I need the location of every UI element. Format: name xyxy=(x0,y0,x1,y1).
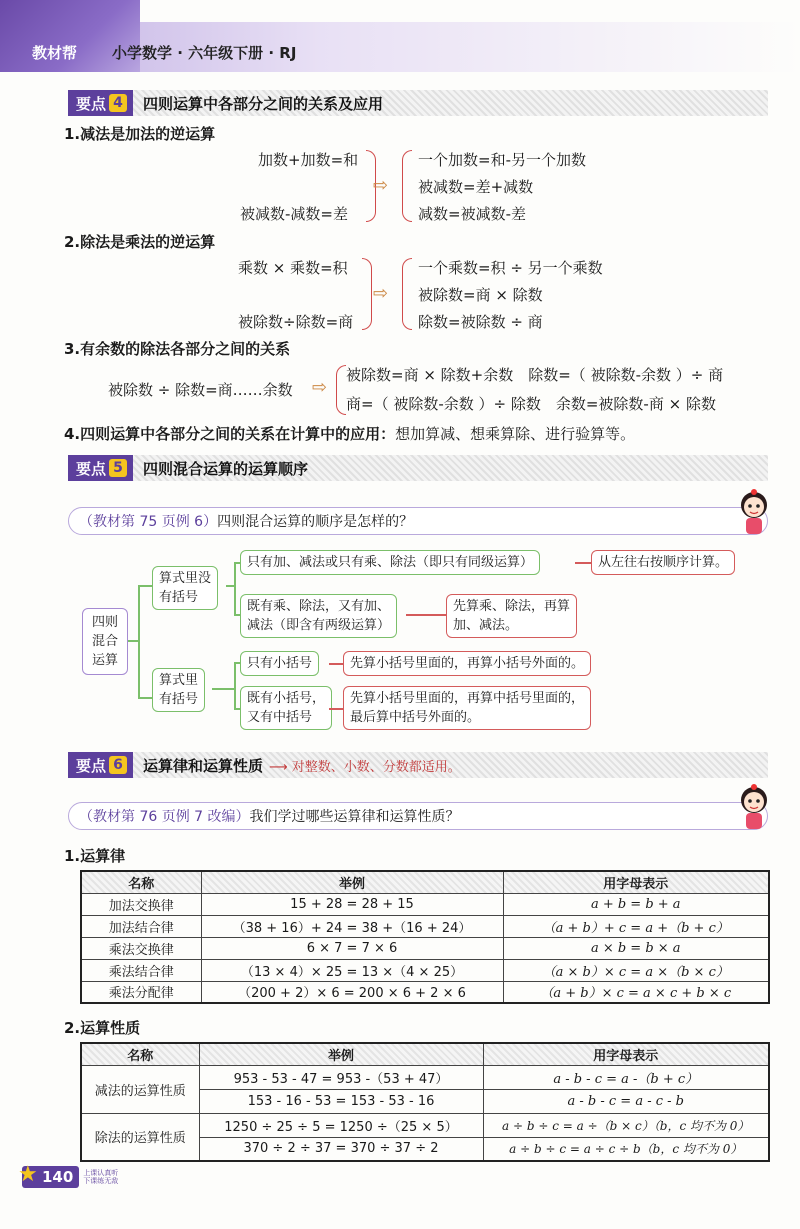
root-node xyxy=(82,608,128,675)
connector xyxy=(234,662,236,708)
table-header-row xyxy=(81,1043,769,1065)
table-header: 用字母表示 xyxy=(503,871,769,893)
node-same-level: 只有加、减法或只有乘、除法（即只有同级运算） xyxy=(240,550,540,575)
connector xyxy=(234,562,236,614)
result-line: 先算乘、除法，再算 xyxy=(453,599,571,614)
relation-right-1: 一个加数=和-另一个加数 xyxy=(418,151,586,169)
brand-logo: 教材帮 xyxy=(32,44,78,62)
node-line: 减法（即含有两级运算） xyxy=(247,618,391,633)
table-row xyxy=(81,893,769,915)
section-title: 四则运算中各部分之间的关系及应用 xyxy=(143,94,384,113)
result-line: 加、减法。 xyxy=(453,618,519,633)
relation-right-6: 除数=被除数 ÷ 商 xyxy=(418,313,543,331)
question-box xyxy=(68,507,768,535)
relation-left-3: 乘数 × 乘数=积 xyxy=(238,259,348,277)
footer-note xyxy=(83,1169,118,1185)
question-box xyxy=(68,802,768,830)
table-cell: a - b - c = a - c - b xyxy=(483,1089,769,1113)
table-row xyxy=(81,915,769,937)
branch-line: 有括号 xyxy=(159,692,199,707)
branch-line: 算式里 xyxy=(159,673,199,688)
node-line: 既有乘、除法，又有加、 xyxy=(247,599,391,614)
root-line: 混合 xyxy=(91,634,118,649)
relation-left-1: 加数+加数=和 xyxy=(258,151,359,169)
table-row xyxy=(81,1113,769,1137)
connector xyxy=(128,640,138,642)
book-title: 小学数学 · 六年级下册 · RJ xyxy=(112,44,297,62)
tag-number: 4 xyxy=(109,94,127,112)
question-source: （教材第 75 页例 6） xyxy=(79,514,218,530)
connector xyxy=(138,697,152,699)
tag-label: 要点 xyxy=(76,756,107,775)
point-4-text: 想加算减、想乘算除、进行验算等。 xyxy=(395,425,636,443)
table-cell: a × b = b × a xyxy=(503,937,769,959)
page-footer xyxy=(18,1162,119,1188)
connector xyxy=(138,585,152,587)
right-brace xyxy=(336,365,346,415)
table-cell: a ÷ b ÷ c = a ÷（b × c）（b，c 均不为 0） xyxy=(483,1113,769,1137)
result-line: 最后算中括号外面的。 xyxy=(350,710,481,725)
table-cell: 370 ÷ 2 ÷ 37 = 370 ÷ 37 ÷ 2 xyxy=(199,1137,483,1161)
footer-note-line: 下课练无敌 xyxy=(83,1177,119,1185)
result-line: 先算小括号里面的，再算中括号里面的， xyxy=(350,691,585,706)
point-4-heading: 4.四则运算中各部分之间的关系在计算中的应用： xyxy=(64,425,396,443)
root-line: 四则 xyxy=(91,615,118,630)
result-small-brackets: 先算小括号里面的，再算小括号外面的。 xyxy=(343,651,591,676)
remainder-right-1: 被除数=商 × 除数+余数 除数=（ 被除数-余数 ）÷ 商 xyxy=(346,366,724,384)
question-text: 我们学过哪些运算律和运算性质？ xyxy=(249,809,460,825)
table-cell: 加法交换律 xyxy=(81,893,201,915)
relation-right-5: 被除数=商 × 除数 xyxy=(418,286,543,304)
table-cell: （38 + 16）+ 24 = 38 +（16 + 24） xyxy=(201,915,503,937)
node-line: 既有小括号， xyxy=(247,691,326,706)
properties-table xyxy=(80,1042,770,1162)
table-cell: 减法的运算性质 xyxy=(81,1065,199,1113)
table-cell: a + b = b + a xyxy=(503,893,769,915)
relation-left-2: 被减数-减数=差 xyxy=(240,205,348,223)
table-header: 举例 xyxy=(199,1043,483,1065)
table-row xyxy=(81,937,769,959)
tag-number: 6 xyxy=(109,756,127,774)
table-cell: a - b - c = a -（b + c） xyxy=(483,1065,769,1089)
tag-number: 5 xyxy=(109,459,127,477)
footer-note-line: 上课认真听 xyxy=(83,1169,119,1177)
tag-label: 要点 xyxy=(76,94,107,113)
relation-right-3: 减数=被减数-差 xyxy=(418,205,526,223)
table-cell: 除法的运算性质 xyxy=(81,1113,199,1161)
section-tag xyxy=(68,752,133,778)
result-left-to-right: 从左往右按顺序计算。 xyxy=(591,550,735,575)
result-middle-brackets xyxy=(343,686,591,730)
table-header: 举例 xyxy=(201,871,503,893)
branch-no-brackets xyxy=(152,566,218,610)
connector xyxy=(329,663,343,665)
arrow-icon: ⇨ xyxy=(373,175,389,196)
table-header-row xyxy=(81,871,769,893)
laws-table xyxy=(80,870,770,1004)
node-two-levels xyxy=(240,594,397,638)
relation-right-4: 一个乘数=积 ÷ 另一个乘数 xyxy=(418,259,603,277)
relation-right-2: 被减数=差+减数 xyxy=(418,178,534,196)
table-cell: （a + b）+ c = a +（b + c） xyxy=(503,915,769,937)
table-cell: （200 + 2）× 6 = 200 × 6 + 2 × 6 xyxy=(201,981,503,1003)
laws-heading: 1.运算律 xyxy=(64,847,126,865)
table-header: 用字母表示 xyxy=(483,1043,769,1065)
table-row xyxy=(81,959,769,981)
page-number: 140 xyxy=(22,1166,79,1188)
section-6-heading xyxy=(68,752,768,778)
table-cell: 乘法交换律 xyxy=(81,937,201,959)
tag-label: 要点 xyxy=(76,459,107,478)
point-4-line xyxy=(64,423,635,444)
right-brace xyxy=(402,258,412,330)
connector xyxy=(138,585,140,697)
section-title: 四则混合运算的运算顺序 xyxy=(143,459,309,478)
table-cell: （a × b）× c = a ×（b × c） xyxy=(503,959,769,981)
page-header xyxy=(0,0,800,72)
branch-with-brackets xyxy=(152,668,205,712)
left-brace xyxy=(362,258,372,330)
section-5-heading xyxy=(68,455,768,481)
connector xyxy=(329,708,343,710)
connector xyxy=(406,614,446,616)
table-cell: 1250 ÷ 25 ÷ 5 = 1250 ÷（25 × 5） xyxy=(199,1113,483,1137)
point-2-heading: 2.除法是乘法的逆运算 xyxy=(64,233,216,251)
girl-mascot-icon xyxy=(734,487,774,537)
connector xyxy=(575,562,591,564)
connector xyxy=(226,585,234,587)
arrow-icon: ⇨ xyxy=(373,283,389,304)
node-line: 又有中括号 xyxy=(247,710,313,725)
section-title: 运算律和运算性质 xyxy=(143,756,264,775)
table-cell: 15 + 28 = 28 + 15 xyxy=(201,893,503,915)
right-brace xyxy=(402,150,412,222)
question-source: （教材第 76 页例 7 改编） xyxy=(79,809,250,825)
girl-mascot-icon xyxy=(734,782,774,832)
table-cell: 153 - 16 - 53 = 153 - 53 - 16 xyxy=(199,1089,483,1113)
table-cell: （13 × 4）× 25 = 13 ×（4 × 25） xyxy=(201,959,503,981)
arrow-icon: ⇨ xyxy=(312,377,328,398)
section-note: ⟶ 对整数、小数、分数都适用。 xyxy=(269,759,461,775)
table-cell: 6 × 7 = 7 × 6 xyxy=(201,937,503,959)
node-middle-brackets xyxy=(240,686,332,730)
table-header: 名称 xyxy=(81,1043,199,1065)
question-text: 四则混合运算的顺序是怎样的？ xyxy=(217,514,414,530)
section-tag xyxy=(68,455,133,481)
point-1-heading: 1.减法是加法的逆运算 xyxy=(64,125,216,143)
result-mul-div-first xyxy=(446,594,577,638)
table-cell: a ÷ b ÷ c = a ÷ c ÷ b（b，c 均不为 0） xyxy=(483,1137,769,1161)
connector xyxy=(212,688,234,690)
point-3-heading: 3.有余数的除法各部分之间的关系 xyxy=(64,340,291,358)
section-4-heading xyxy=(68,90,768,116)
table-cell: 乘法分配律 xyxy=(81,981,201,1003)
remainder-left: 被除数 ÷ 除数=商……余数 xyxy=(108,381,293,399)
branch-line: 算式里没 xyxy=(159,571,212,586)
table-cell: 乘法结合律 xyxy=(81,959,201,981)
table-header: 名称 xyxy=(81,871,201,893)
section-tag xyxy=(68,90,133,116)
remainder-right-2: 商=（ 被除数-余数 ）÷ 除数 余数=被除数-商 × 除数 xyxy=(346,395,716,413)
table-row xyxy=(81,981,769,1003)
star-icon: ★ xyxy=(18,1162,38,1187)
table-cell: （a + b）× c = a × c + b × c xyxy=(503,981,769,1003)
properties-heading: 2.运算性质 xyxy=(64,1019,141,1037)
relation-left-4: 被除数÷除数=商 xyxy=(238,313,354,331)
table-row xyxy=(81,1065,769,1089)
branch-line: 有括号 xyxy=(159,590,199,605)
node-small-brackets: 只有小括号 xyxy=(240,651,319,676)
root-line: 运算 xyxy=(91,653,118,668)
table-cell: 953 - 53 - 47 = 953 -（53 + 47） xyxy=(199,1065,483,1089)
table-cell: 加法结合律 xyxy=(81,915,201,937)
